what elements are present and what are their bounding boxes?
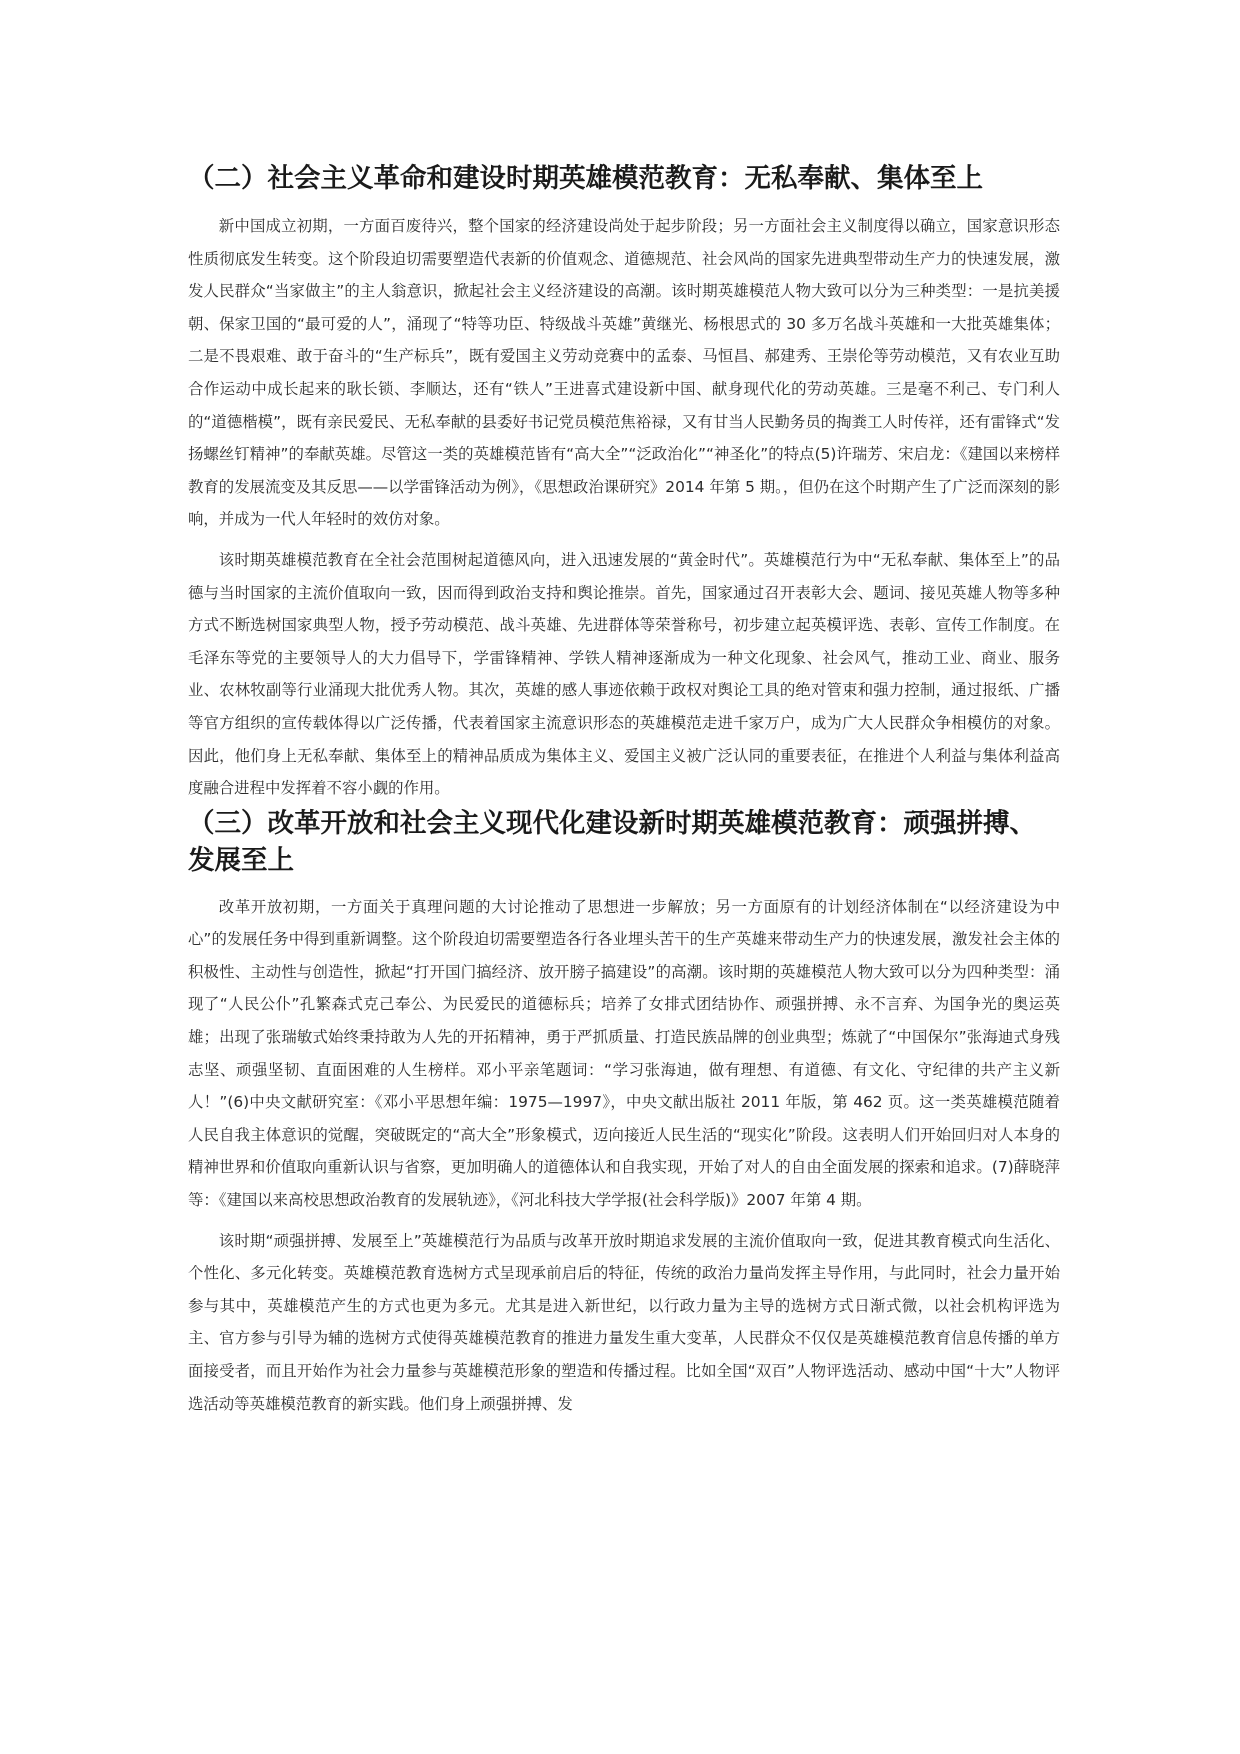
section-3-paragraph-1: 改革开放初期，一方面关于真理问题的大讨论推动了思想进一步解放；另一方面原有的计划经济体制在“以经济建设为中心”的发展任务中得到重新调整。这个阶段迫切需要塑造各行各业埋头苦干的生产英雄来带动生产力的快速发展，激发社会主体的积极性、主动性与创造性，掀起“打开国门搞经济、放开膀子搞建设”的高潮。该时期的英雄模范人物大致可以分为四种类型：涌现了“人民公仆”孔繁森式克己奉公、为民爱民的道德标兵；培养了女排式团结协作、顽强拼搏、永不言弃、为国争光的奥运英雄；出现了张瑞敏式始终秉持敢为人先的开拓精神，勇于严抓质量、打造民族品牌的创业典型；炼就了“中国保尔”张海迪式身残志坚、顽强坚韧、直面困难的人生榜样。邓小平亲笔题词：“学习张海迪，做有理想、有道德、有文化、守纪律的共产主义新人！”(6)中央文献研究室：《邓小平思想年编：1975—1997》，中央文献出版社 2011 年版，第 462 页。这一类英雄模范随着人民自我主体意识的觉醒，突破既定的“高大全”形象模式，迈向接近人民生活的“现实化”阶段。这表明人们开始回归对人本身的精神世界和价值取向重新认识与省察，更加明确人的道德体认和自我实现，开始了对人的自由全面发展的探索和追求。(7)薛晓萍等：《建国以来高校思想政治教育的发展轨迹》，《河北科技大学学报(社会科学版)》2007 年第 4 期。 (188, 897, 1060, 1210)
section-3-paragraph-2: 该时期“顽强拼搏、发展至上”英雄模范行为品质与改革开放时期追求发展的主流价值取向一致，促进其教育模式向生活化、个性化、多元化转变。英雄模范教育选树方式呈现承前启后的特征，传统的政治力量尚发挥主导作用，与此同时，社会力量开始参与其中，英雄模范产生的方式也更为多元。尤其是进入新世纪，以行政力量为主导的选树方式日渐式微，以社会机构评选为主、官方参与引导为辅的选树方式使得英雄模范教育的推进力量发生重大变革，人民群众不仅仅是英雄模范教育信息传播的单方面接受者，而且开始作为社会力量参与英雄模范形象的塑造和传播过程。比如全国“双百”人物评选活动、感动中国“十大”人物评选活动等英雄模范教育的新实践。他们身上顽强拼搏、发 (188, 1231, 1060, 1413)
section-2-paragraph-1: 新中国成立初期，一方面百废待兴，整个国家的经济建设尚处于起步阶段；另一方面社会主义制度得以确立，国家意识形态性质彻底发生转变。这个阶段迫切需要塑造代表新的价值观念、道德规范、社会风尚的国家先进典型带动生产力的快速发展，激发人民群众“当家做主”的主人翁意识，掀起社会主义经济建设的高潮。该时期英雄模范人物大致可以分为三种类型：一是抗美援朝、保家卫国的“最可爱的人”，涌现了“特等功臣、特级战斗英雄”黄继光、杨根思式的 30 多万名战斗英雄和一大批英雄集体；二是不畏艰难、敢于奋斗的“生产标兵”，既有爱国主义劳动竞赛中的孟泰、马恒昌、郝建秀、王崇伦等劳动模范，又有农业互助合作运动中成长起来的耿长锁、李顺达，还有“铁人”王进喜式建设新中国、献身现代化的劳动英雄。三是毫不利己、专门利人的“道德楷模”，既有亲民爱民、无私奉献的县委好书记党员模范焦裕禄，又有甘当人民勤务员的掏粪工人时传祥，还有雷锋式“发扬螺丝钉精神”的奉献英雄。尽管这一类的英雄模范皆有“高大全”“泛政治化”“神圣化”的特点(5)许瑞芳、宋启龙：《建国以来榜样教育的发展流变及其反思——以学雷锋活动为例》，《思想政治课研究》2014 年第 5 期。，但仍在这个时期产生了广泛而深刻的影响，并成为一代人年轻时的效仿对象。 (188, 217, 1060, 529)
section-2-paragraph-2: 该时期英雄模范教育在全社会范围树起道德风向，进入迅速发展的“黄金时代”。英雄模范行为中“无私奉献、集体至上”的品德与当时国家的主流价值取向一致，因而得到政治支持和舆论推崇。首先，国家通过召开表彰大会、题词、接见英雄人物等多种方式不断选树国家典型人物，授予劳动模范、战斗英雄、先进群体等荣誉称号，初步建立起英模评选、表彰、宣传工作制度。在毛泽东等党的主要领导人的大力倡导下，学雷锋精神、学铁人精神逐渐成为一种文化现象、社会风气，推动工业、商业、服务业、农林牧副等行业涌现大批优秀人物。其次，英雄的感人事迹依赖于政权对舆论工具的绝对管束和强力控制，通过报纸、广播等官方组织的宣传载体得以广泛传播，代表着国家主流意识形态的英雄模范走进千家万户，成为广大人民群众争相模仿的对象。因此，他们身上无私奉献、集体至上的精神品质成为集体主义、爱国主义被广泛认同的重要表征，在推进个人利益与集体利益高度融合进程中发挥着不容小觑的作用。 (188, 550, 1060, 798)
section-3-heading: （三）改革开放和社会主义现代化建设新时期英雄模范教育：顽强拼搏、发展至上 (188, 807, 1036, 876)
document-page (188, 160, 1060, 1420)
section-2-heading: （二）社会主义革命和建设时期英雄模范教育：无私奉献、集体至上 (188, 163, 983, 194)
